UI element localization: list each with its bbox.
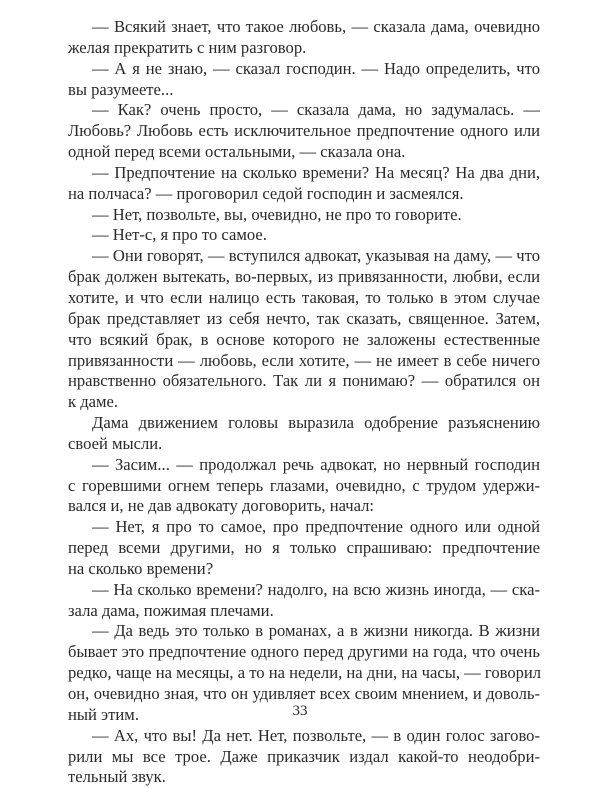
text-line: — Нет, позвольте, вы, очевидно, не про то говорите. xyxy=(92,204,462,224)
text-line: вы разумеете... xyxy=(68,79,174,99)
text-line: желая прекратить с ним разговор. xyxy=(68,37,307,57)
text-line: рили мы все трое. Даже приказчик издал какой-то неодобри- xyxy=(68,746,540,766)
text-line: брак представляет из себя нечто, так сказать, священное. Затем, xyxy=(68,308,540,328)
text-line: вался и, не дав адвокату договорить, начал: xyxy=(68,496,375,516)
text-line: хотите, и что если налицо есть таковая, то только в этом случае xyxy=(68,287,540,307)
text-line: привязанности — любовь, если хотите, — не имеет в себе ничего xyxy=(68,350,540,370)
text-line: — На сколько времени? надолго, на всю жизнь иногда, — ска- xyxy=(92,579,540,599)
text-line: ный этим. xyxy=(68,704,139,724)
text-line: редко, чаще на месяцы, а то на недели, на дни, на часы, — говорил xyxy=(68,663,542,683)
text-line: — Ах, что вы! Да нет. Нет, позвольте, — в один голос загово- xyxy=(92,725,540,745)
text-line: что всякий брак, в основе которого не заложены естественные xyxy=(68,329,540,349)
text-line: — Нет, я про то самое, про предпочтение одного или одной xyxy=(92,517,540,537)
text-line: тельный звук. xyxy=(68,767,166,787)
text-line: на сколько времени? xyxy=(68,558,214,578)
body-text xyxy=(68,17,540,788)
text-line: одной перед всеми остальными, — сказала она. xyxy=(68,142,406,162)
text-line: — Да ведь это только в романах, а в жизни никогда. В жизни xyxy=(92,621,540,641)
text-line: бывает это предпочтение одного перед другими на года, что очень xyxy=(68,642,540,662)
text-line: — Засим... — продолжал речь адвокат, но нервный господин xyxy=(92,454,540,474)
text-line: с горевшими огнем теперь глазами, очевидно, с трудом удержи- xyxy=(68,475,540,495)
text-line: — Нет-с, я про то самое. xyxy=(92,225,267,245)
text-line: — Они говорят, — вступился адвокат, указывая на даму, — что xyxy=(92,246,540,266)
text-line: на полчаса? — проговорил седой господин и засмеялся. xyxy=(68,183,464,203)
text-line: — Предпочтение на сколько времени? На месяц? На два дни, xyxy=(92,162,540,182)
text-line: нравственно обязательного. Так ли я понимаю? — обратился он xyxy=(68,371,540,391)
text-line: — А я не знаю, — сказал господин. — Надо определить, что xyxy=(92,58,540,78)
text-line: — Всякий знает, что такое любовь, — сказала дама, очевидно xyxy=(92,17,540,36)
text-line: своей мысли. xyxy=(68,433,163,453)
text-line: Любовь? Любовь есть исключительное предпочтение одного или xyxy=(68,121,540,141)
text-line: он, очевидно зная, что он удивляет всех своим мнением, и доволь- xyxy=(68,684,540,703)
text-line: — Как? очень просто, — сказала дама, но задумалась. — xyxy=(92,100,540,120)
text-line: брак должен вытекать, во-первых, из привязанности, любви, если xyxy=(68,267,540,287)
page-number: 33 xyxy=(292,703,308,719)
text-line: зала дама, пожимая плечами. xyxy=(68,600,274,620)
text-line: к даме. xyxy=(68,392,119,412)
text-line: Дама движением головы выразила одобрение разъяснению xyxy=(92,413,540,433)
text-line: перед всеми другими, но я только спрашиваю: предпочтение xyxy=(68,538,540,558)
